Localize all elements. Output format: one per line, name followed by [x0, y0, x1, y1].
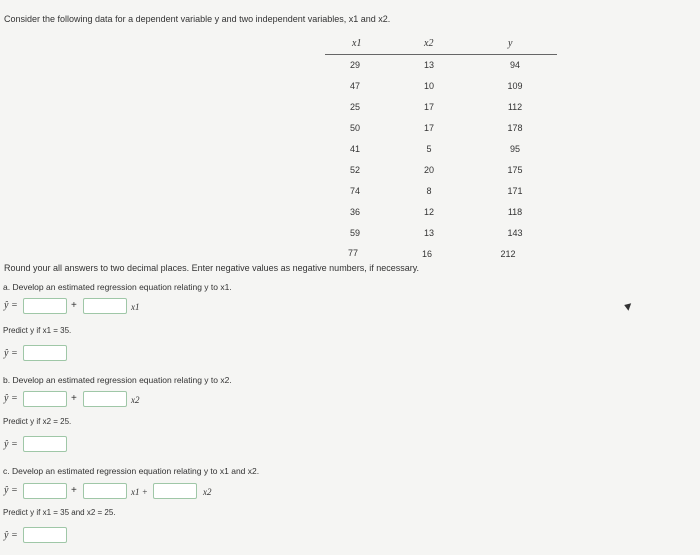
- part-a-slope-input[interactable]: [83, 298, 127, 314]
- table-cell: 178: [507, 123, 523, 133]
- yhat-label: ŷ =: [4, 348, 18, 359]
- x2-label: x2: [203, 487, 212, 497]
- table-cell: 52: [349, 165, 360, 175]
- part-a-predict-text: Predict y if x1 = 35.: [3, 326, 72, 335]
- table-cell: 171: [507, 186, 523, 196]
- x2-label: x2: [131, 395, 140, 405]
- plus-sign: +: [71, 393, 77, 404]
- table-divider: [325, 54, 557, 55]
- table-cell: 95: [509, 144, 520, 154]
- part-a-intercept-input[interactable]: [23, 298, 67, 314]
- part-b-intercept-input[interactable]: [23, 391, 67, 407]
- part-a-title: a. Develop an estimated regression equation relating y to x1.: [3, 282, 232, 292]
- table-cell: 20: [423, 165, 434, 175]
- table-cell: 109: [507, 81, 523, 91]
- table-cell: 13: [423, 60, 434, 70]
- table-cell: 118: [507, 207, 523, 217]
- table-cell: 94: [509, 60, 520, 70]
- part-a-prediction-input[interactable]: [23, 345, 67, 361]
- plus-sign: +: [71, 485, 77, 496]
- table-cell: 175: [507, 165, 523, 175]
- yhat-label: ŷ =: [4, 393, 18, 404]
- table-cell: 50: [349, 123, 360, 133]
- x1-plus-label: x1 +: [131, 487, 148, 497]
- part-c-x2-coef-input[interactable]: [153, 483, 197, 499]
- table-cell: 212: [500, 249, 516, 259]
- part-b-predict-text: Predict y if x2 = 25.: [3, 417, 72, 426]
- part-c-x1-coef-input[interactable]: [83, 483, 127, 499]
- part-c-intercept-input[interactable]: [23, 483, 67, 499]
- header-x2: x2: [424, 38, 434, 49]
- table-cell: 59: [349, 228, 360, 238]
- table-cell: 17: [423, 123, 434, 133]
- table-cell: 13: [423, 228, 434, 238]
- yhat-label: ŷ =: [4, 439, 18, 450]
- table-cell: 10: [423, 81, 434, 91]
- table-cell: 36: [349, 207, 360, 217]
- table-cell: 112: [507, 102, 523, 112]
- header-x1: x1: [352, 38, 362, 49]
- table-cell: 77: [347, 248, 358, 258]
- table-cell: 47: [349, 81, 360, 91]
- table-cell: 5: [426, 144, 432, 154]
- table-cell: 12: [423, 207, 434, 217]
- mouse-cursor-icon: [623, 301, 631, 311]
- table-cell: 74: [349, 186, 360, 196]
- table-cell: 143: [507, 228, 523, 238]
- table-cell: 16: [421, 249, 432, 259]
- x1-label: x1: [131, 302, 140, 312]
- part-b-slope-input[interactable]: [83, 391, 127, 407]
- table-cell: 25: [349, 102, 360, 112]
- intro-text: Consider the following data for a dependent variable y and two independent variables, x1 and x2.: [4, 14, 391, 24]
- plus-sign: +: [71, 300, 77, 311]
- part-c-title: c. Develop an estimated regression equation relating y to x1 and x2.: [3, 466, 260, 476]
- part-c-prediction-input[interactable]: [23, 527, 67, 543]
- header-y: y: [508, 38, 513, 49]
- part-b-title: b. Develop an estimated regression equation relating y to x2.: [3, 375, 232, 385]
- part-b-prediction-input[interactable]: [23, 436, 67, 452]
- table-cell: 41: [349, 144, 360, 154]
- table-cell: 17: [423, 102, 434, 112]
- table-cell: 8: [426, 186, 432, 196]
- part-c-predict-text: Predict y if x1 = 35 and x2 = 25.: [3, 508, 116, 517]
- yhat-label: ŷ =: [4, 485, 18, 496]
- instructions-text: Round your all answers to two decimal places. Enter negative values as negative numbers, if necessary.: [4, 263, 420, 273]
- yhat-label: ŷ =: [4, 300, 18, 311]
- yhat-label: ŷ =: [4, 530, 18, 541]
- table-cell: 29: [349, 60, 360, 70]
